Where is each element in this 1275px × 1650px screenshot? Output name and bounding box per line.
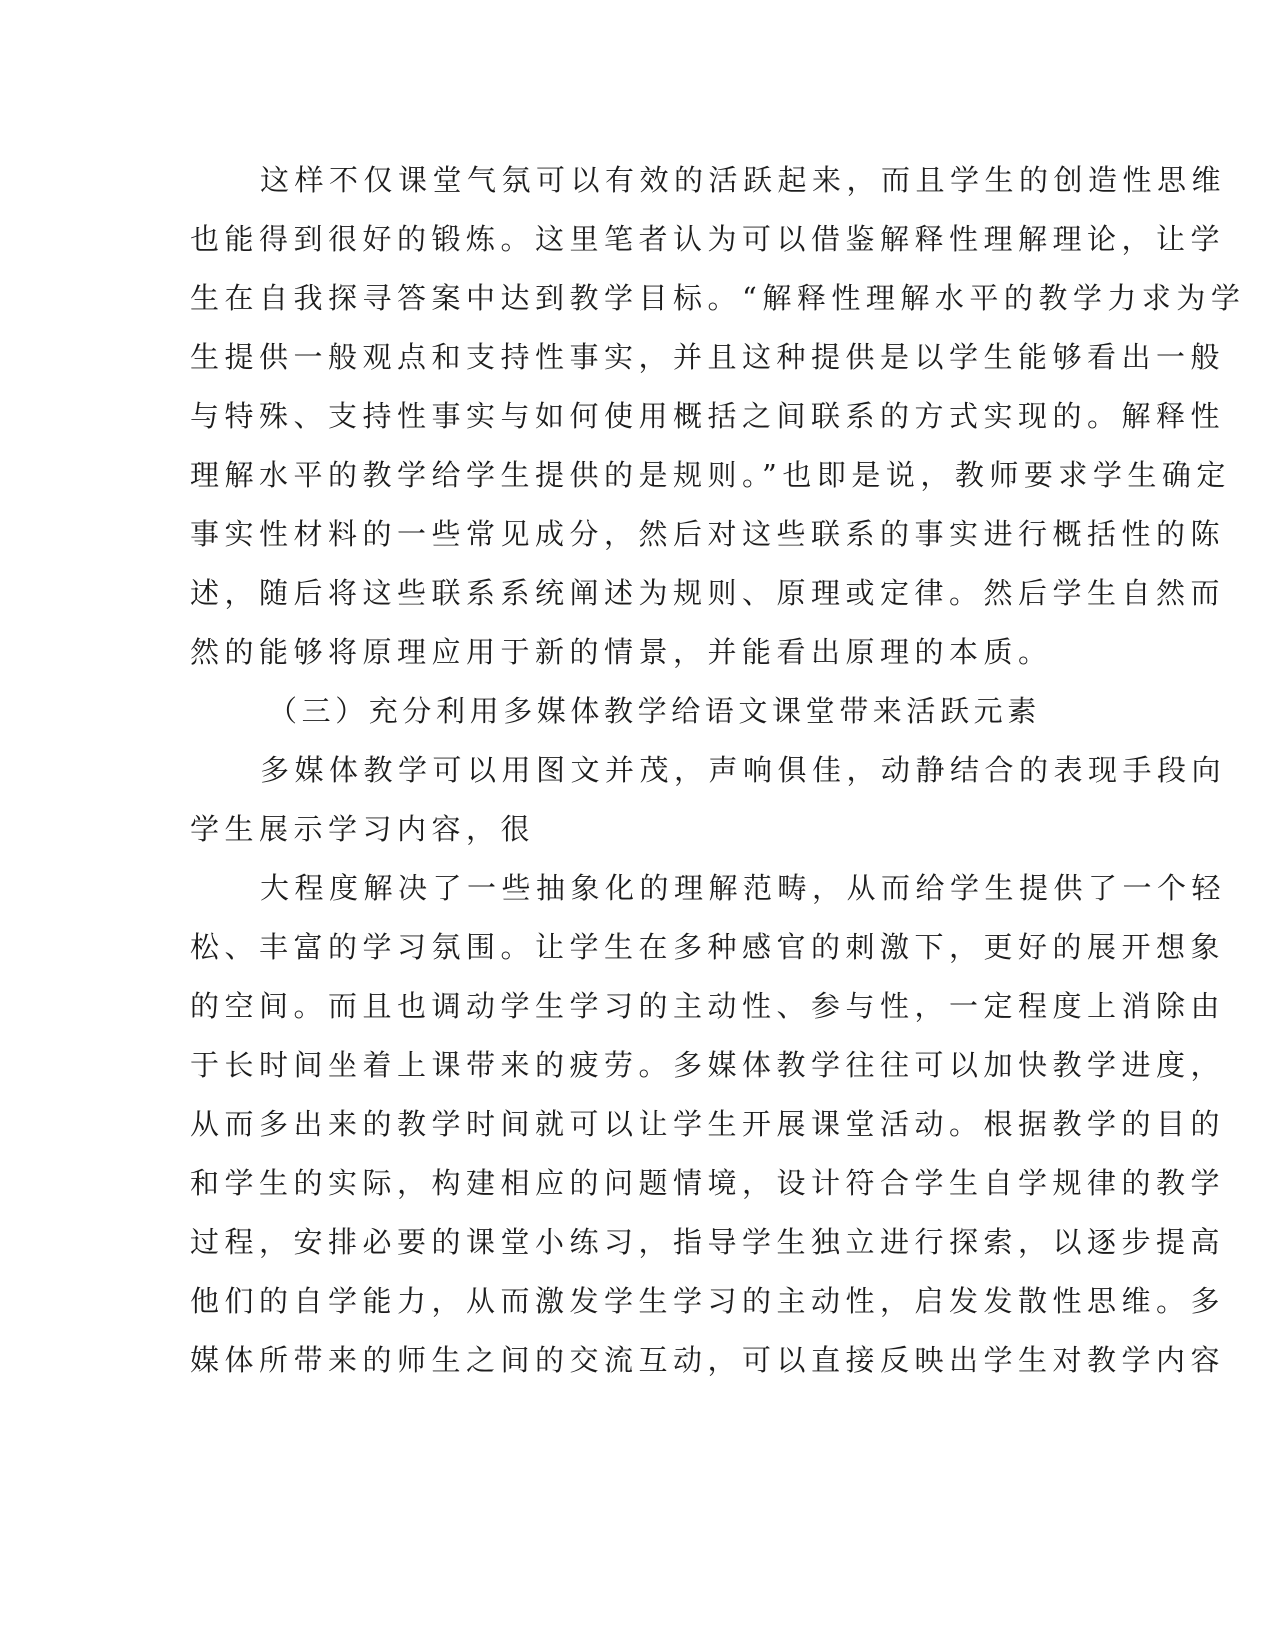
section-heading: （三）充分利用多媒体教学给语文课堂带来活跃元素 (268, 694, 1041, 728)
paragraph-line: 述，随后将这些联系系统阐述为规则、原理或定律。然后学生自然而 (190, 576, 1226, 610)
paragraph-line: 媒体所带来的师生之间的交流互动，可以直接反映出学生对教学内容 (190, 1343, 1226, 1377)
paragraph-line: 这样不仅课堂气氛可以有效的活跃起来，而且学生的创造性思维 (260, 163, 1227, 197)
paragraph-line: 也能得到很好的锻炼。这里笔者认为可以借鉴解释性理解理论，让学 (190, 222, 1226, 256)
paragraph-line: 事实性材料的一些常见成分，然后对这些联系的事实进行概括性的陈 (190, 517, 1226, 551)
paragraph-line: 从而多出来的教学时间就可以让学生开展课堂活动。根据教学的目的 (190, 1107, 1226, 1141)
paragraph-line: 松、丰富的学习氛围。让学生在多种感官的刺激下，更好的展开想象 (190, 930, 1226, 964)
paragraph-line: 然的能够将原理应用于新的情景，并能看出原理的本质。 (190, 635, 1053, 669)
paragraph-line: 大程度解决了一些抽象化的理解范畴，从而给学生提供了一个轻 (260, 871, 1227, 905)
paragraph-line: 和学生的实际，构建相应的问题情境，设计符合学生自学规律的教学 (190, 1166, 1226, 1200)
paragraph-line: 生提供一般观点和支持性事实，并且这种提供是以学生能够看出一般 (190, 340, 1226, 374)
paragraph-line: 于长时间坐着上课带来的疲劳。多媒体教学往往可以加快教学进度， (190, 1048, 1226, 1082)
paragraph-line: 与特殊、支持性事实与如何使用概括之间联系的方式实现的。解释性 (190, 399, 1226, 433)
paragraph-line: 的空间。而且也调动学生学习的主动性、参与性，一定程度上消除由 (190, 989, 1226, 1023)
paragraph-line: 学生展示学习内容，很 (190, 812, 536, 846)
paragraph-line: 多媒体教学可以用图文并茂，声响俱佳，动静结合的表现手段向 (260, 753, 1227, 787)
paragraph-line: 过程，安排必要的课堂小练习，指导学生独立进行探索，以逐步提高 (190, 1225, 1226, 1259)
paragraph-line: 理解水平的教学给学生提供的是规则。”也即是说，教师要求学生确定 (190, 458, 1231, 492)
paragraph-line: 他们的自学能力，从而激发学生学习的主动性，启发发散性思维。多 (190, 1284, 1226, 1318)
paragraph-line: 生在自我探寻答案中达到教学目标。“解释性理解水平的教学力求为学 (190, 281, 1246, 315)
